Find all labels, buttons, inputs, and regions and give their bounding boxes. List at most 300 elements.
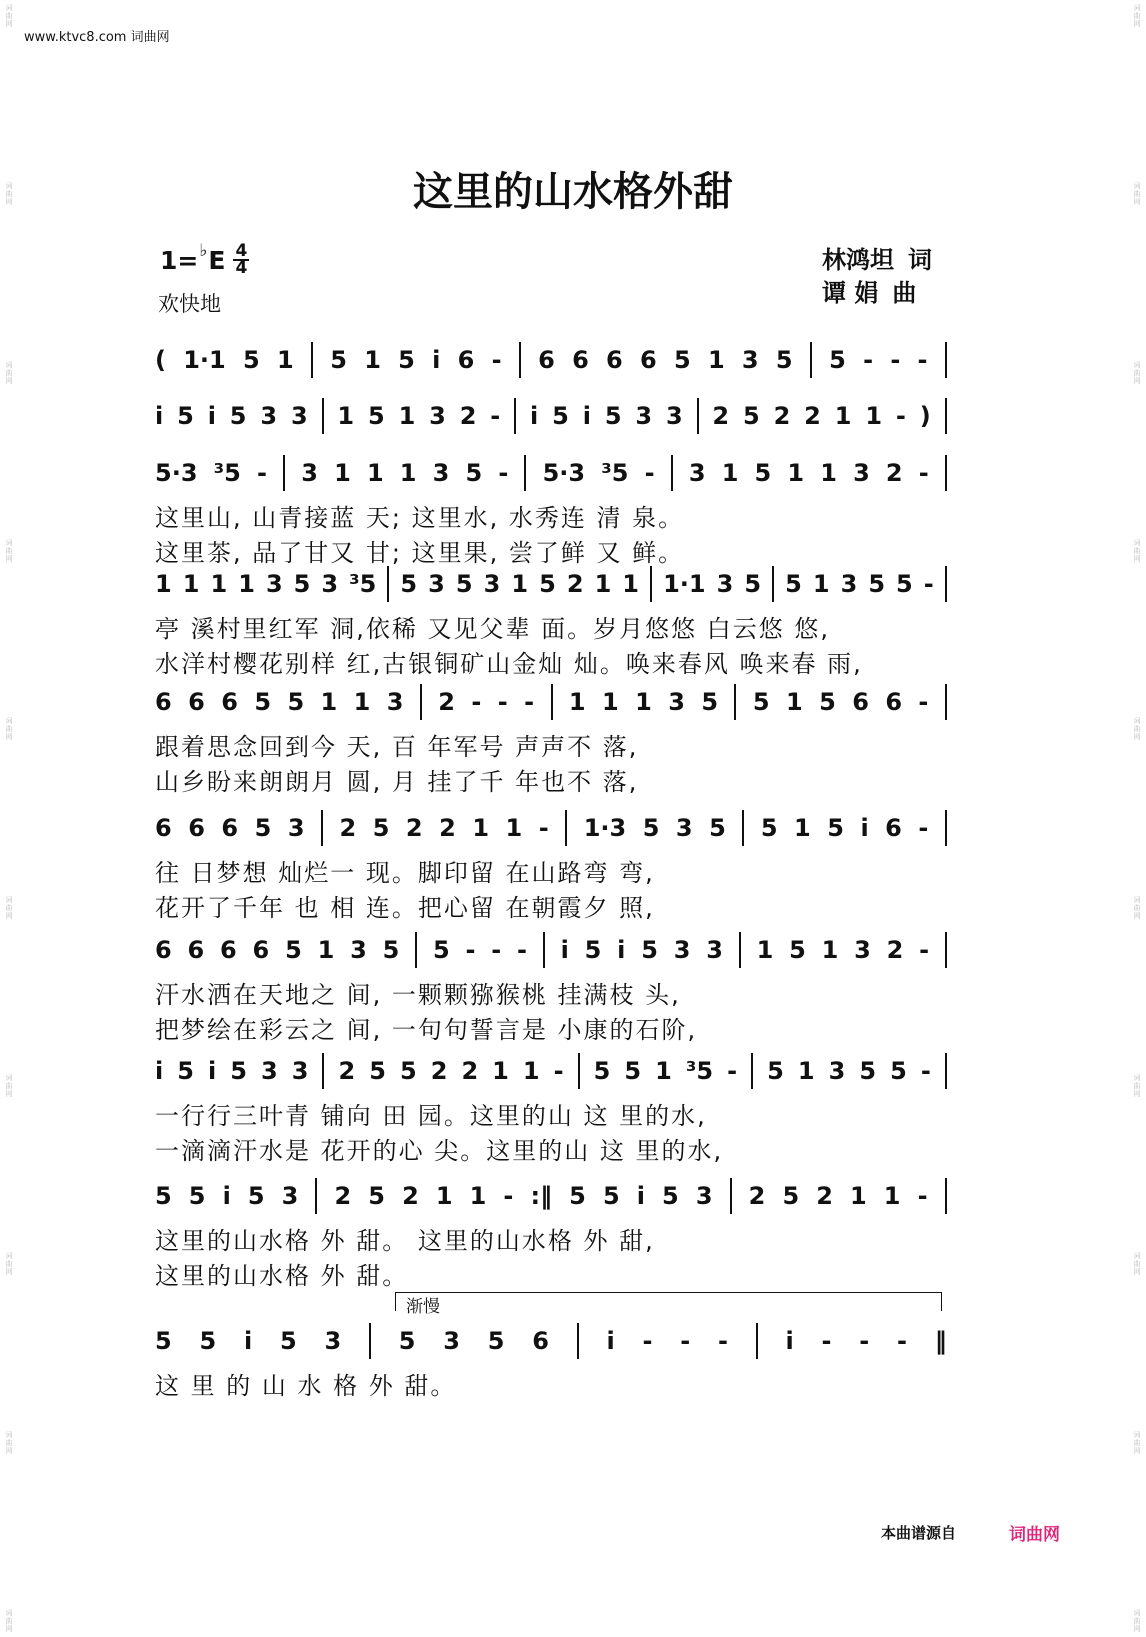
bar-line [551, 684, 553, 720]
note: 2 [712, 402, 730, 430]
note: i [530, 402, 539, 430]
note: 5 [754, 459, 772, 487]
note: - [918, 459, 929, 487]
note: 3 [706, 936, 723, 964]
lyric-line: 这 里 的 山 水 格 外 甜。 [155, 1372, 457, 1400]
bar-line [369, 1323, 371, 1359]
footer-brand-link[interactable]: 词曲网 [1009, 1525, 1060, 1545]
notation-line [155, 566, 947, 602]
note: 5 [642, 814, 660, 842]
watermark: 词曲网 [1133, 1252, 1141, 1277]
note: 3 [321, 570, 339, 598]
bar-line [945, 1053, 947, 1089]
note: - [727, 1057, 738, 1085]
note: 6 [538, 346, 555, 374]
bar-line [387, 566, 389, 602]
flat-icon: ♭ [199, 241, 208, 261]
lyric-line: 跟着思念回到今 天, 百 年军号 声声不 落, [155, 733, 639, 761]
note: 1 [210, 570, 228, 598]
bar-line [945, 566, 947, 602]
notation-line [155, 398, 947, 434]
note: 6 [532, 1327, 549, 1355]
note: 1 [398, 402, 416, 430]
note: 1 [622, 570, 639, 598]
note: ( [155, 346, 166, 374]
note: 2 [461, 1057, 479, 1085]
note: 3 [675, 814, 693, 842]
note: ‖ [934, 1327, 947, 1355]
note: 2 [338, 1057, 356, 1085]
watermark: 词曲网 [5, 1073, 13, 1098]
note: 5 [243, 346, 260, 374]
note: - [918, 688, 929, 716]
note: 5 [279, 1327, 297, 1355]
bar-line [742, 810, 744, 846]
bar-line [283, 455, 285, 491]
note: 5 [382, 936, 400, 964]
note: 5 [465, 459, 483, 487]
note: 5 [372, 814, 390, 842]
notation-row [155, 1323, 946, 1359]
note: 3 [350, 936, 367, 964]
watermark: 词曲网 [1133, 717, 1141, 742]
note: 3 [716, 570, 734, 598]
note: 5 [400, 570, 418, 598]
bar-line [945, 398, 947, 434]
bar-line [739, 932, 741, 968]
note: 1 [602, 688, 619, 716]
notation-line [155, 684, 947, 720]
note: - [890, 346, 901, 374]
note: 5 [254, 688, 272, 716]
note: 3 [443, 1327, 460, 1355]
lyric-line: 花开了千年 也 相 连。把心留 在朝霞夕 照, [155, 894, 655, 922]
note: 1 [155, 570, 172, 598]
note: 1 [469, 1182, 487, 1210]
note: 3 [828, 1057, 846, 1085]
note: 1 [320, 688, 338, 716]
bar-line [524, 455, 526, 491]
note: ³5 [685, 1057, 714, 1085]
bar-line [311, 342, 313, 378]
watermark: 词曲网 [5, 4, 13, 28]
note: 5 [593, 1057, 611, 1085]
note: 5 [254, 814, 272, 842]
note: 3 [432, 459, 450, 487]
note: 1 [238, 570, 255, 598]
note: 6 [221, 688, 238, 716]
note: 2 [748, 1182, 766, 1210]
note: - [821, 1327, 832, 1355]
note: 5 [890, 1057, 907, 1085]
note: 1 [334, 459, 351, 487]
bar-line [321, 810, 323, 846]
note: 5 [785, 570, 802, 598]
note: 6 [221, 814, 239, 842]
bar-line [945, 455, 947, 491]
note: - [498, 459, 509, 487]
note: 1 [364, 346, 381, 374]
watermark: 词曲网 [1133, 538, 1141, 563]
bar-line [315, 1178, 317, 1214]
watermark: 词曲网 [1133, 4, 1141, 28]
note: 5 [767, 1057, 784, 1085]
note: 6 [852, 688, 869, 716]
note: - [680, 1327, 691, 1355]
watermark: 词曲网 [5, 895, 13, 920]
note: 5 [827, 814, 844, 842]
note: - [717, 1327, 728, 1355]
note: 5 [455, 570, 473, 598]
note: i [432, 346, 441, 374]
composer-credit [822, 277, 932, 310]
note: 5 [199, 1327, 217, 1355]
page-title: 这里的山水格外甜 [413, 168, 733, 215]
credits [822, 244, 932, 310]
lyric-line: 山乡盼来朗朗月 圆, 月 挂了千 年也不 落, [155, 768, 639, 796]
bar-line [420, 684, 422, 720]
note: 1 [435, 1182, 453, 1210]
bar-line [772, 566, 774, 602]
note: 6 [640, 346, 657, 374]
time-bottom: 4 [235, 258, 248, 278]
lyric-line: 汗水洒在天地之 间, 一颗颗猕猴桃 挂满枝 头, [155, 981, 681, 1009]
note: 1 [756, 936, 774, 964]
bar-line [730, 1178, 732, 1214]
note: 3 [287, 814, 305, 842]
note: :‖ [530, 1182, 553, 1210]
note: 5 [293, 570, 311, 598]
note: 3 [665, 402, 683, 430]
note: 1 [337, 402, 355, 430]
note: 5 [230, 1057, 247, 1085]
note: 3 [260, 402, 278, 430]
watermark: 词曲网 [5, 360, 13, 385]
note: - [524, 688, 535, 716]
note: - [920, 1057, 931, 1085]
note: i [243, 1327, 253, 1355]
bar-line [565, 810, 567, 846]
note: 5 [569, 1182, 586, 1210]
note: 1 [820, 459, 837, 487]
note: i [582, 402, 591, 430]
note: 2 [438, 688, 455, 716]
note: 5 [701, 688, 719, 716]
watermark: 词曲网 [5, 182, 13, 207]
watermark: 词曲网 [5, 1608, 13, 1633]
note: i [155, 402, 164, 430]
bar-line [322, 1053, 324, 1089]
note: 1 [511, 570, 529, 598]
notation-row [155, 566, 946, 602]
note: 1 [522, 1057, 540, 1085]
lyric-line: 一滴滴汗水是 花开的心 尖。这里的山 这 里的水, [155, 1137, 724, 1165]
watermark: 词曲网 [5, 538, 13, 563]
watermark: 词曲网 [1133, 895, 1141, 920]
note: 6 [155, 936, 172, 964]
note: 5 [868, 570, 886, 598]
note: 5 [789, 936, 806, 964]
note: 3 [281, 1182, 299, 1210]
note: 2 [804, 402, 821, 430]
note: 6 [155, 814, 172, 842]
note: 2 [885, 459, 903, 487]
composer-name: 谭 娟 [822, 279, 879, 307]
note: 1 [707, 346, 725, 374]
notation-row [155, 1178, 946, 1214]
bar-line [671, 455, 673, 491]
note: 5 [859, 1057, 877, 1085]
note: 3 [301, 459, 318, 487]
note: 1 [785, 688, 803, 716]
note: 3 [265, 570, 283, 598]
note: 5·3 [542, 459, 586, 487]
note: 1 [492, 1057, 509, 1085]
note: 3 [853, 459, 870, 487]
note: 1 [182, 570, 200, 598]
footer-label: 本曲谱源自 [880, 1524, 956, 1542]
note: 1 [721, 459, 739, 487]
left-watermark-strip [0, 0, 18, 1637]
note: ³5 [213, 459, 241, 487]
note: - [257, 459, 267, 487]
lyric-line: 往 日梦想 灿烂一 现。脚印留 在山路弯 弯, [155, 859, 655, 887]
note: i [155, 1057, 164, 1085]
note: 6 [188, 688, 205, 716]
note: - [553, 1057, 564, 1085]
note: 5 [399, 1057, 417, 1085]
note: 1 [787, 459, 805, 487]
note: 1 [794, 814, 811, 842]
bar-line [810, 342, 812, 378]
note: 5 [487, 1327, 505, 1355]
note: - [642, 1327, 653, 1355]
note: 1·3 [583, 814, 627, 842]
composer-role: 曲 [892, 279, 917, 307]
bar-line [514, 398, 516, 434]
note: 6 [885, 688, 903, 716]
note: - [923, 570, 934, 598]
note: 6 [188, 814, 205, 842]
key-signature [160, 241, 249, 278]
note: - [863, 346, 874, 374]
note: 3 [673, 936, 691, 964]
note: - [497, 688, 508, 716]
note: 5 [584, 936, 602, 964]
ritardando-bracket [395, 1292, 942, 1317]
note: 5 [775, 346, 793, 374]
watermark: 词曲网 [1133, 360, 1141, 385]
note: 5 [177, 402, 194, 430]
bar-line [415, 932, 417, 968]
note: 1 [594, 570, 612, 598]
note: 3 [324, 1327, 342, 1355]
note: ) [919, 402, 931, 430]
note: 5 [398, 346, 415, 374]
lyric-line: 这里的山水格 外 甜。 这里的山水格 外 甜, [155, 1227, 655, 1255]
note: i [785, 1327, 794, 1355]
note: 5 [330, 346, 347, 374]
note: 1 [655, 1057, 672, 1085]
notation-line [155, 932, 947, 968]
lyric-line: 这里的山水格 外 甜。 [155, 1262, 409, 1290]
note: 2 [816, 1182, 833, 1210]
note: 2 [773, 402, 791, 430]
bar-line [577, 1323, 579, 1359]
bar-line [756, 1323, 758, 1359]
note: 5 [744, 570, 762, 598]
note: 3 [854, 936, 871, 964]
note: 5 [896, 570, 913, 598]
bar-line [945, 342, 947, 378]
note: i [208, 1057, 217, 1085]
lyricist-role: 词 [908, 246, 932, 274]
notation-row [155, 398, 946, 434]
note: 2 [430, 1057, 448, 1085]
note: - [471, 688, 482, 716]
time-signature [233, 241, 249, 278]
notation-line [155, 1323, 947, 1359]
note: 5 [398, 1327, 416, 1355]
note: - [490, 402, 501, 430]
note: 5·3 [155, 459, 198, 487]
notation-row [155, 342, 946, 378]
note: 1 [865, 402, 883, 430]
note: 3 [635, 402, 653, 430]
note: 3 [386, 688, 404, 716]
note: 2 [459, 402, 477, 430]
notation-row [155, 1053, 946, 1089]
note: 1 [317, 936, 335, 964]
note: - [517, 936, 527, 964]
note: 2 [405, 814, 423, 842]
notation-line [155, 810, 947, 846]
note: 2 [886, 936, 904, 964]
notation-row [155, 684, 946, 720]
notation-line [155, 1178, 947, 1214]
note: - [895, 402, 906, 430]
watermark: 词曲网 [1133, 1073, 1141, 1098]
note: 5 [602, 1182, 620, 1210]
note: 1 [505, 814, 523, 842]
bar-line [650, 566, 652, 602]
watermark: 词曲网 [1133, 1430, 1141, 1455]
note: - [859, 1327, 870, 1355]
note: 6 [457, 346, 475, 374]
note: - [918, 814, 929, 842]
note: 6 [606, 346, 623, 374]
note: 5 [368, 1182, 385, 1210]
note: 5 [673, 346, 691, 374]
note: 5 [760, 814, 778, 842]
note: 1 [797, 1057, 815, 1085]
note: 5 [155, 1327, 172, 1355]
note: 5 [819, 688, 836, 716]
watermark: 词曲网 [5, 1252, 13, 1277]
note: - [917, 1182, 928, 1210]
note: 1 [276, 346, 294, 374]
note: i [222, 1182, 231, 1210]
note: 5 [177, 1057, 194, 1085]
note: 3 [695, 1182, 713, 1210]
note: 1·1 [663, 570, 706, 598]
note: 5 [782, 1182, 800, 1210]
note: - [919, 936, 930, 964]
note: i [207, 402, 216, 430]
note: 5 [229, 402, 247, 430]
notation-line [155, 342, 947, 378]
bar-line [945, 684, 947, 720]
lyric-line: 这里山, 山青接蓝 天; 这里水, 水秀连 清 泉。 [155, 504, 685, 532]
ritardando-label: 渐慢 [406, 1297, 440, 1317]
note: 1 [353, 688, 371, 716]
note: 5 [752, 688, 770, 716]
note: - [538, 814, 549, 842]
note: 6 [885, 814, 902, 842]
note: 5 [285, 936, 302, 964]
note: 1 [635, 688, 652, 716]
note: 1·1 [183, 346, 226, 374]
bar-line [322, 398, 324, 434]
bar-line [734, 684, 736, 720]
right-watermark-strip [1128, 0, 1146, 1637]
note: - [465, 936, 476, 964]
watermark: 词曲网 [1133, 1608, 1141, 1633]
key-note: E [208, 245, 226, 275]
note: 1 [821, 936, 839, 964]
bar-line [519, 342, 521, 378]
watermark: 词曲网 [1133, 182, 1141, 207]
time-top: 4 [235, 241, 248, 261]
note: 2 [402, 1182, 419, 1210]
note: 6 [252, 936, 270, 964]
note: 3 [291, 1057, 309, 1085]
note: - [491, 936, 502, 964]
note: 6 [155, 688, 172, 716]
note: i [860, 814, 869, 842]
note: 6 [187, 936, 205, 964]
lyricist-name: 林鸿坦 [822, 246, 894, 274]
notation-row [155, 932, 946, 968]
note: - [917, 346, 928, 374]
note: 1 [834, 402, 852, 430]
note: 2 [339, 814, 357, 842]
site-url: www.ktvc8.com 词曲网 [24, 30, 170, 45]
lyric-line: 这里茶, 品了甘又 甘; 这里果, 尝了鲜 又 鲜。 [155, 539, 685, 567]
lyric-line: 把梦绘在彩云之 间, 一句句誓言是 小康的石阶, [155, 1016, 698, 1044]
note: 1 [812, 570, 830, 598]
note: 5 [367, 402, 385, 430]
note: 5 [188, 1182, 206, 1210]
notation-line [155, 1053, 947, 1089]
notation-row [155, 455, 946, 491]
watermark: 词曲网 [5, 1430, 13, 1455]
note: 6 [220, 936, 237, 964]
watermark: 词曲网 [5, 717, 13, 742]
note: 5 [369, 1057, 386, 1085]
note: - [644, 459, 655, 487]
bar-line [945, 932, 947, 968]
note: 1 [883, 1182, 901, 1210]
note: 5 [155, 1182, 172, 1210]
note: - [503, 1182, 514, 1210]
notation-row [155, 810, 946, 846]
note: - [491, 346, 502, 374]
note: 1 [850, 1182, 867, 1210]
note: 3 [668, 688, 685, 716]
note: 3 [290, 402, 308, 430]
lyricist-credit [822, 244, 932, 277]
